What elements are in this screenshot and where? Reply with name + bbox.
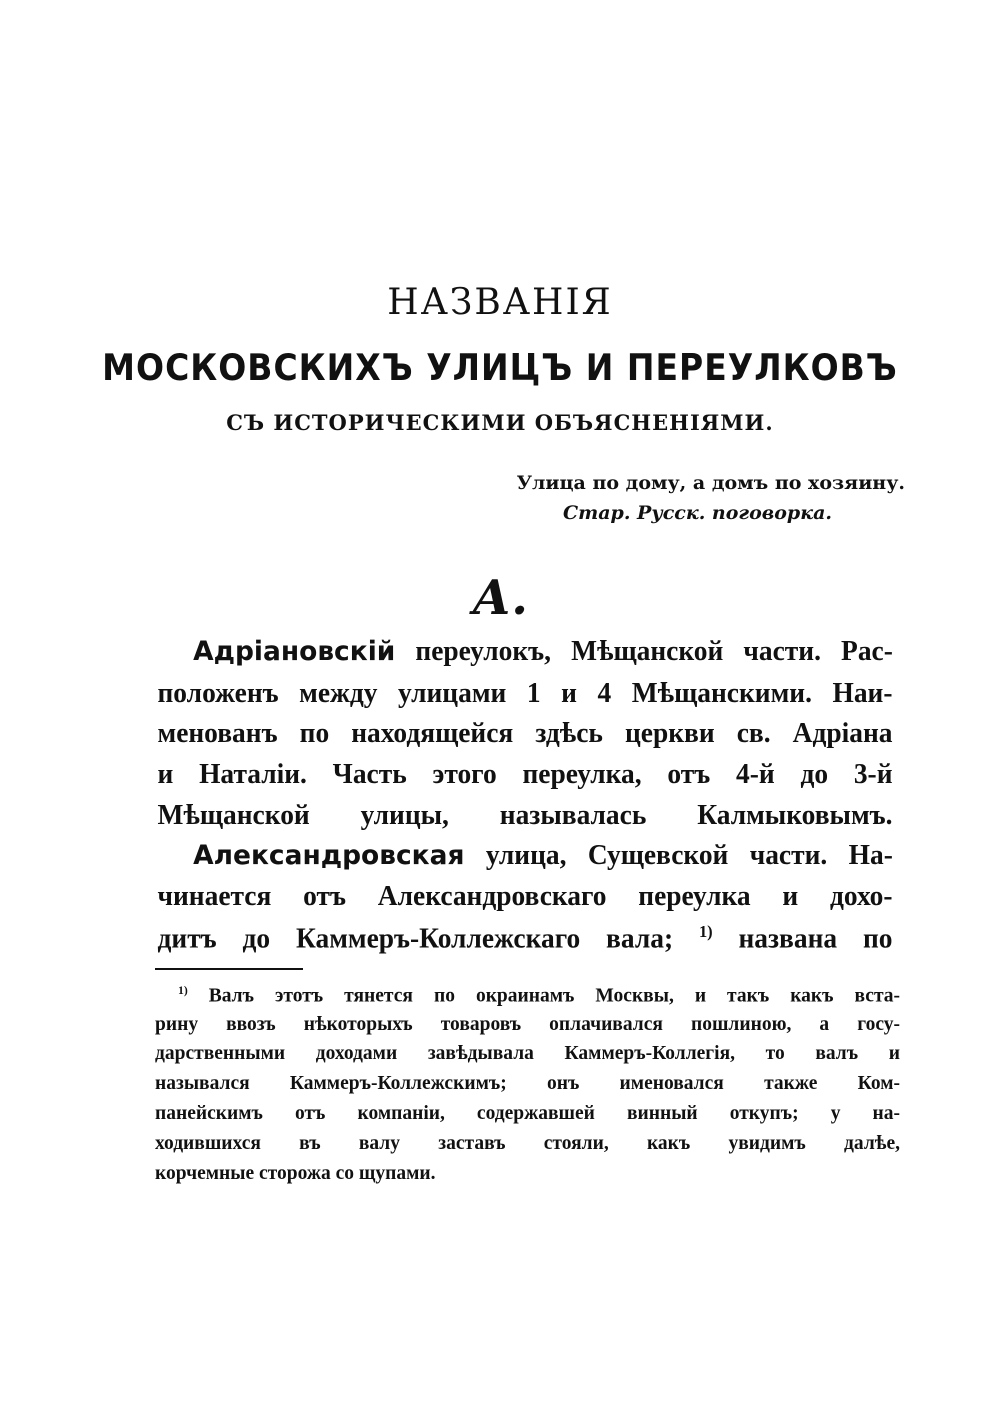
footnote-line: ходившихся въ валу заставъ стояли, какъ увидимъ далѣе,	[155, 1133, 900, 1154]
entry-line: и Наталіи. Часть этого переулка, отъ 4-й до 3-й	[157, 759, 893, 790]
footnote-line: корчемные сторожа со щупами.	[155, 1163, 436, 1184]
epigraph-text: Улица по дому, а домъ по хозяину.	[516, 472, 905, 494]
footnote-ref: 1)	[698, 922, 713, 941]
footnote-marker: 1)	[178, 984, 188, 997]
entry-line: положенъ между улицами 1 и 4 Мѣщанскими. Наи-	[157, 678, 893, 709]
entry-line	[158, 922, 893, 955]
entry-text: дитъ до Каммеръ-Коллежскаго вала;	[157, 923, 674, 955]
entry-line	[193, 840, 893, 872]
footnote-divider	[155, 968, 303, 970]
footnote-text: Валъ этотъ тянется по окраинамъ Москвы, и такъ какъ вста-	[187, 985, 900, 1007]
entry-term: Адріановскій	[193, 636, 396, 667]
entry-text: переулокъ, Мѣщанской части. Рас-	[395, 636, 893, 667]
entry-text: названа по	[712, 923, 893, 955]
epigraph-source: Стар. Русск. поговорка.	[563, 502, 832, 524]
entry-line: Мѣщанской улицы, называлась Калмыковымъ.	[157, 800, 893, 831]
footnote-line: панейскимъ отъ компаніи, содержавшей винный откупъ; у на-	[155, 1103, 900, 1124]
entry-line: чинается отъ Александровскаго переулка и дохо-	[157, 881, 893, 912]
title-line-1: НАЗВАНІЯ	[387, 282, 613, 323]
subtitle: СЪ ИСТОРИЧЕСКИМИ ОБЪЯСНЕНІЯМИ.	[226, 410, 774, 435]
footnote-line: дарственными доходами завѣдывала Каммеръ-Коллегія, то валъ и	[155, 1043, 900, 1064]
entry-term: Александровская	[193, 840, 465, 871]
footnote-line	[178, 984, 900, 1008]
entry-line	[193, 636, 893, 668]
title-line-2: МОСКОВСКИХЪ УЛИЦЪ И ПЕРЕУЛКОВЪ	[102, 346, 898, 389]
entry-text: улица, Сущевской части. На-	[464, 840, 893, 871]
entry-line: менованъ по находящейся здѣсь церкви св. Адріана	[157, 718, 893, 749]
footnote-line: назывался Каммеръ-Коллежскимъ; онъ именовался также Ком-	[155, 1073, 900, 1094]
footnote-line: рину ввозъ нѣкоторыхъ товаровъ оплачивался пошлиною, а госу-	[155, 1014, 900, 1035]
section-letter: А.	[472, 570, 528, 626]
